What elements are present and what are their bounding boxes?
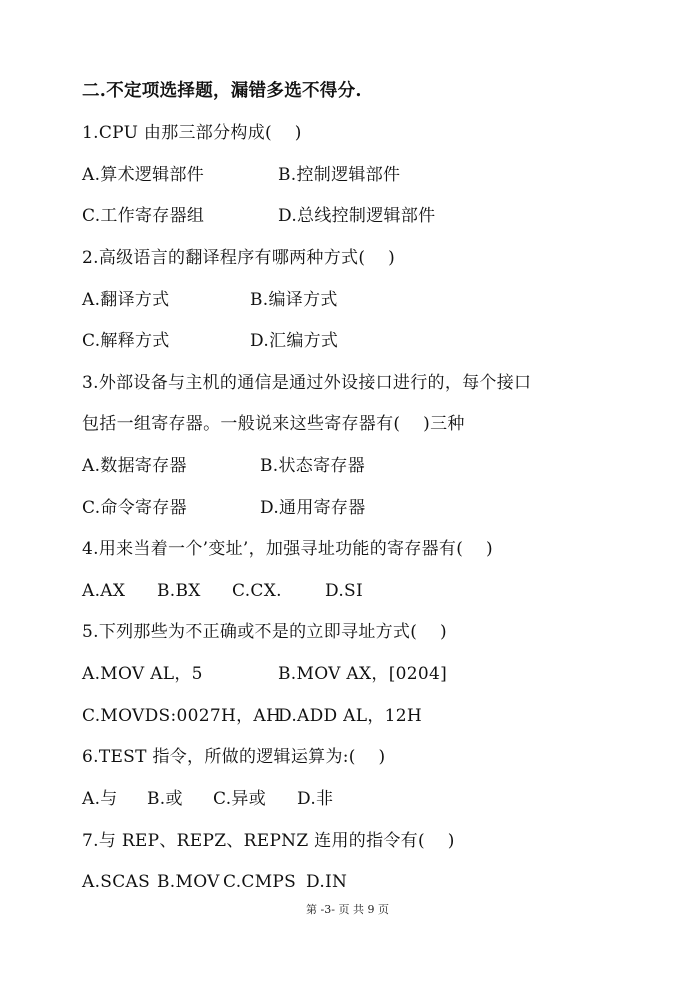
question-3-option-b: B.状态寄存器	[260, 456, 365, 476]
question-2-stem: 2.高级语言的翻译程序有哪两种方式( )	[82, 248, 395, 268]
question-4-option-c: C.CX.	[232, 581, 282, 601]
question-1-option-b: B.控制逻辑部件	[278, 165, 401, 185]
question-7-option-a: A.SCAS	[82, 872, 151, 892]
question-3-option-a: A.数据寄存器	[82, 456, 187, 476]
question-3-options-row-2	[82, 497, 602, 519]
question-2-options-row-2	[82, 330, 602, 352]
question-6-option-d: D.非	[297, 789, 334, 809]
question-5-option-a: A.MOV AL，5	[82, 664, 203, 684]
question-3-option-d: D.通用寄存器	[260, 498, 366, 518]
question-7-stem: 7.与 REP、REPZ、REPNZ 连用的指令有( )	[82, 831, 455, 851]
question-1-options-row-1	[82, 164, 602, 186]
question-4-option-b: B.BX	[157, 581, 201, 601]
question-5-options-row-1	[82, 663, 602, 685]
question-6-option-c: C.异或	[213, 789, 267, 809]
question-5-options-row-2	[82, 705, 602, 727]
section-heading: 二.不定项选择题，漏错多选不得分.	[82, 81, 362, 101]
question-4-stem: 4.用来当着一个’变址’，加强寻址功能的寄存器有( )	[82, 539, 493, 559]
question-7-option-c: C.CMPS	[223, 872, 297, 892]
question-4-option-d: D.SI	[325, 581, 363, 601]
question-6-option-a: A.与	[82, 789, 118, 809]
question-2-option-d: D.汇编方式	[250, 331, 339, 351]
page-footer: 第 -3- 页 共 9 页	[306, 903, 389, 916]
question-6-stem: 6.TEST 指令，所做的逻辑运算为:( )	[82, 747, 386, 767]
question-7-option-d: D.IN	[306, 872, 348, 892]
question-4-options-row	[82, 580, 602, 602]
question-2-option-c: C.解释方式	[82, 331, 170, 351]
question-3-stem-line-1: 3.外部设备与主机的通信是通过外设接口进行的，每个接口	[82, 373, 532, 393]
question-2-option-a: A.翻译方式	[82, 290, 170, 310]
question-6-option-b: B.或	[147, 789, 183, 809]
question-1-option-d: D.总线控制逻辑部件	[278, 206, 436, 226]
question-2-option-b: B.编译方式	[250, 290, 338, 310]
question-5-option-b: B.MOV AX，[0204]	[278, 664, 448, 684]
question-4-option-a: A.AX	[82, 581, 126, 601]
question-5-option-c: C.MOVDS:0027H，AH	[82, 706, 282, 726]
question-1-options-row-2	[82, 205, 602, 227]
question-3-options-row-1	[82, 455, 602, 477]
question-5-stem: 5.下列那些为不正确或不是的立即寻址方式( )	[82, 622, 447, 642]
question-7-options-row	[82, 871, 602, 893]
question-3-stem-line-2: 包括一组寄存器。一般说来这些寄存器有( )三种	[82, 414, 465, 434]
question-1-option-a: A.算术逻辑部件	[82, 165, 205, 185]
question-1-stem: 1.CPU 由那三部分构成( )	[82, 123, 302, 143]
question-1-option-c: C.工作寄存器组	[82, 206, 205, 226]
question-3-option-c: C.命令寄存器	[82, 498, 187, 518]
question-5-option-d: D.ADD AL，12H	[278, 706, 422, 726]
question-6-options-row	[82, 788, 602, 810]
question-2-options-row-1	[82, 289, 602, 311]
question-7-option-b: B.MOV	[157, 872, 220, 892]
